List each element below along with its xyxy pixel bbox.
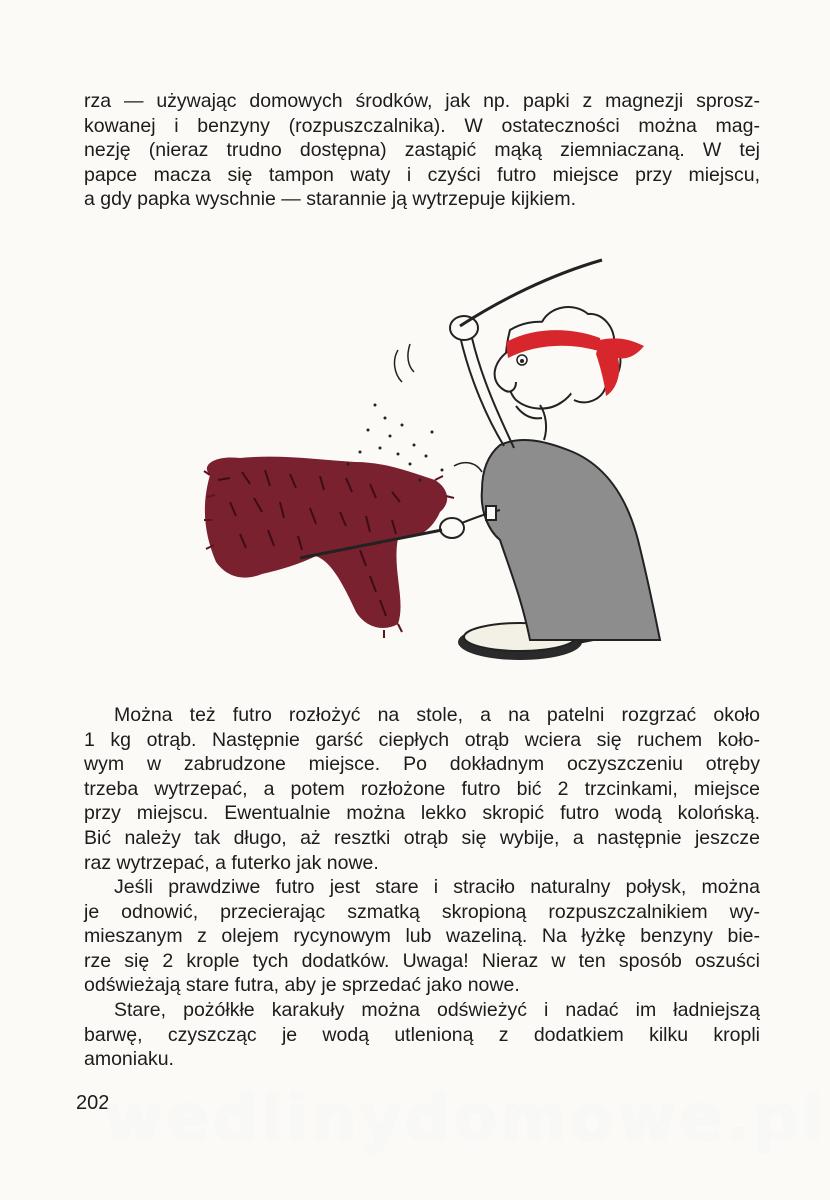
watermark: wedlinydomowe.pl (104, 1082, 827, 1156)
text-line: a gdy papka wyschnie — starannie ją wytrzepuje kijkiem. (84, 188, 577, 211)
text-line: rze się 2 krople tych dodatków. Uwaga! Nieraz w ten sposób oszuści (84, 949, 760, 972)
text-line: trzeba wytrzepać, a potem rozłożone futro bić 2 trzcinkami, miejsce (84, 777, 760, 800)
text-line: przy miejscu. Ewentualnie można lekko skropić futro wodą kolońską. (84, 802, 760, 825)
paragraph-1 (84, 89, 760, 212)
text-line: rza — używając domowych środków, jak np. papki z magnezji sprosz- (84, 90, 760, 112)
text-line: Bić należy tak długo, aż resztki otrąb się wybije, a następnie jeszcze (84, 826, 760, 849)
text-line: Można też futro rozłożyć na stole, a na patelni rozgrzać około (114, 704, 760, 726)
page-number: 202 (76, 1092, 110, 1114)
text-line: Jeśli prawdziwe futro jest stare i straciło naturalny połysk, można (114, 876, 760, 898)
text-line: papce macza się tampon waty i czyści futro miejsce przy miejscu, (84, 163, 760, 186)
text-line: raz wytrzepać, a futerko jak nowe. (84, 851, 379, 874)
text-line: Stare, pożółkłe karakuły można odświeżyć i nadać im ładniejszą (114, 999, 760, 1021)
text-line: nezję (nieraz trudno dostępna) zastąpić mąką ziemniaczaną. W tej (84, 139, 760, 162)
paragraph-4 (84, 998, 760, 1072)
text-line: amoniaku. (84, 1048, 174, 1071)
paragraph-3 (84, 875, 760, 998)
paragraph-2 (84, 703, 760, 875)
illustration-beating-fur (170, 240, 670, 680)
text-line: kowanej i benzyny (rozpuszczalnika). W ostateczności można mag- (84, 114, 760, 137)
text-line: wym w zabrudzone miejsce. Po dokładnym oczyszczeniu otręby (84, 753, 760, 776)
text-line: mieszanym z olejem rycynowym lub wazeliną. Na łyżkę benzyny bie- (84, 925, 760, 948)
text-line: 1 kg otrąb. Następnie garść ciepłych otrąb wciera się ruchem koło- (84, 728, 760, 751)
text-line: je odnowić, przecierając szmatką skropioną rozpuszczalnikiem wy- (84, 900, 760, 923)
text-line: odświeżają stare futra, aby je sprzedać jako nowe. (84, 974, 520, 997)
text-line: barwę, czyszcząc je wodą utlenioną z dodatkiem kilku kropli (84, 1023, 760, 1046)
fur-coat (204, 457, 454, 638)
